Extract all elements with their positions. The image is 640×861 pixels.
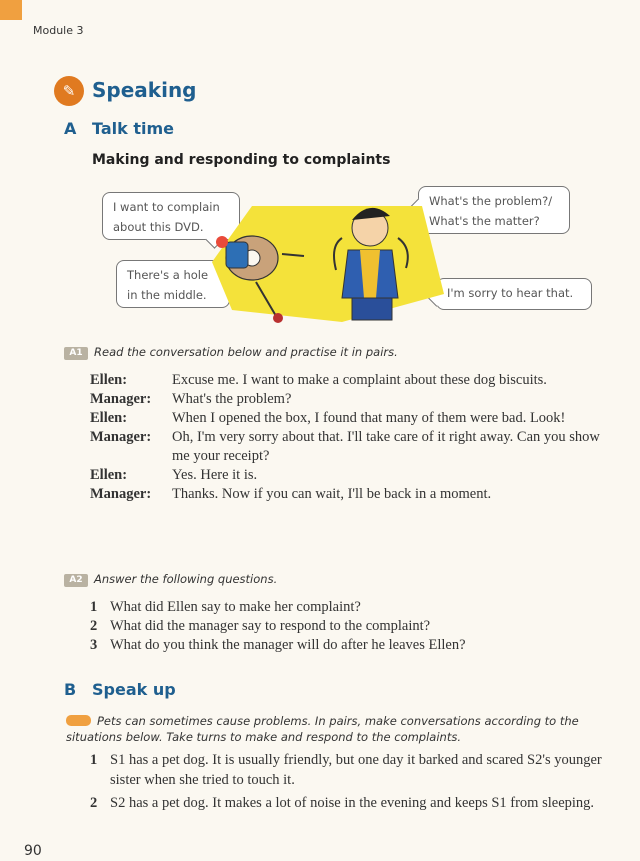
utterance: Excuse me. I want to make a complaint about these dog biscuits. bbox=[172, 372, 547, 388]
speaker: Manager: bbox=[90, 391, 152, 407]
speaker: Ellen: bbox=[90, 410, 128, 426]
situation-number: 1 bbox=[90, 752, 98, 768]
speech-bubble-sorry bbox=[436, 278, 592, 310]
man-trousers bbox=[352, 298, 392, 320]
dialogue-line bbox=[90, 428, 620, 466]
part-a-subtitle: Making and responding to complaints bbox=[92, 152, 391, 168]
part-b-heading bbox=[64, 680, 176, 699]
a2-instruction bbox=[64, 572, 277, 587]
bubble-line: I want to complain bbox=[113, 200, 220, 214]
situation-text: S2 has a pet dog. It makes a lot of noise in the evening and keeps S1 from sleeping. bbox=[110, 795, 595, 811]
microphone-icon: ✎ bbox=[54, 76, 84, 106]
speaker: Manager: bbox=[90, 486, 152, 502]
speaker: Ellen: bbox=[90, 467, 128, 483]
question-text: What do you think the manager will do after he leaves Ellen? bbox=[110, 637, 466, 653]
situation-text: S1 has a pet dog. It is usually friendly, but one day it barked and scared S2's younger sister when she tried to touch it. bbox=[110, 752, 602, 788]
a2-instruction-text: Answer the following questions. bbox=[94, 572, 278, 586]
part-a-heading bbox=[64, 119, 174, 138]
question-number: 2 bbox=[90, 618, 98, 634]
situation-item bbox=[90, 793, 610, 813]
bubble-line: What's the matter? bbox=[429, 214, 540, 228]
cartoon-illustration bbox=[192, 198, 452, 326]
a1-instruction bbox=[64, 345, 398, 360]
module-corner-tab bbox=[0, 0, 22, 20]
situation-item bbox=[90, 750, 610, 790]
part-b-situations bbox=[90, 750, 610, 816]
bubble-line: in the middle. bbox=[127, 288, 207, 302]
part-b-instruction bbox=[66, 713, 626, 745]
a1-dialogue bbox=[90, 371, 620, 504]
page-number: 90 bbox=[24, 843, 42, 859]
section-title: Speaking bbox=[92, 78, 197, 102]
utterance: What's the problem? bbox=[172, 391, 292, 407]
part-b-letter: B bbox=[64, 680, 77, 699]
task-marker-icon bbox=[66, 715, 91, 726]
dvd-character-detail bbox=[216, 236, 228, 248]
question-number: 3 bbox=[90, 637, 98, 653]
utterance: When I opened the box, I found that many of them were bad. Look! bbox=[172, 410, 566, 426]
a2-questions bbox=[90, 598, 610, 655]
question-text: What did the manager say to respond to the complaint? bbox=[110, 618, 431, 634]
question-text: What did Ellen say to make her complaint? bbox=[110, 599, 361, 615]
bubble-line: about this DVD. bbox=[113, 220, 204, 234]
utterance: Thanks. Now if you can wait, I'll be back in a moment. bbox=[172, 486, 492, 502]
bubble-line: There's a hole bbox=[127, 268, 209, 282]
question-item bbox=[90, 617, 610, 636]
speaker: Manager: bbox=[90, 429, 152, 445]
situation-number: 2 bbox=[90, 795, 98, 811]
question-number: 1 bbox=[90, 599, 98, 615]
dialogue-line bbox=[90, 390, 620, 409]
dialogue-line bbox=[90, 466, 620, 485]
dvd-character-foot bbox=[273, 313, 283, 323]
part-b-instruction-text: Pets can sometimes cause problems. In pairs, make conversations according to the situations below. Take turns to make and respond to the complaints. bbox=[66, 714, 579, 744]
speaker: Ellen: bbox=[90, 372, 128, 388]
part-b-title: Speak up bbox=[92, 680, 176, 699]
dvd-character-hat bbox=[226, 242, 248, 268]
question-item bbox=[90, 636, 610, 655]
a1-instruction-text: Read the conversation below and practise it in pairs. bbox=[94, 345, 398, 359]
dialogue-line bbox=[90, 371, 620, 390]
module-label: Module 3 bbox=[33, 24, 84, 37]
a2-badge: A2 bbox=[64, 574, 88, 587]
bubble-line: I'm sorry to hear that. bbox=[447, 286, 574, 300]
bubble-line: What's the problem?/ bbox=[429, 194, 553, 208]
utterance: Yes. Here it is. bbox=[172, 467, 258, 483]
part-a-title: Talk time bbox=[92, 119, 174, 138]
dialogue-line bbox=[90, 409, 620, 428]
a1-badge: A1 bbox=[64, 347, 88, 360]
utterance: Oh, I'm very sorry about that. I'll take care of it right away. Can you show me your receipt? bbox=[172, 429, 600, 464]
part-a-letter: A bbox=[64, 119, 77, 138]
dialogue-line bbox=[90, 485, 620, 504]
question-item bbox=[90, 598, 610, 617]
